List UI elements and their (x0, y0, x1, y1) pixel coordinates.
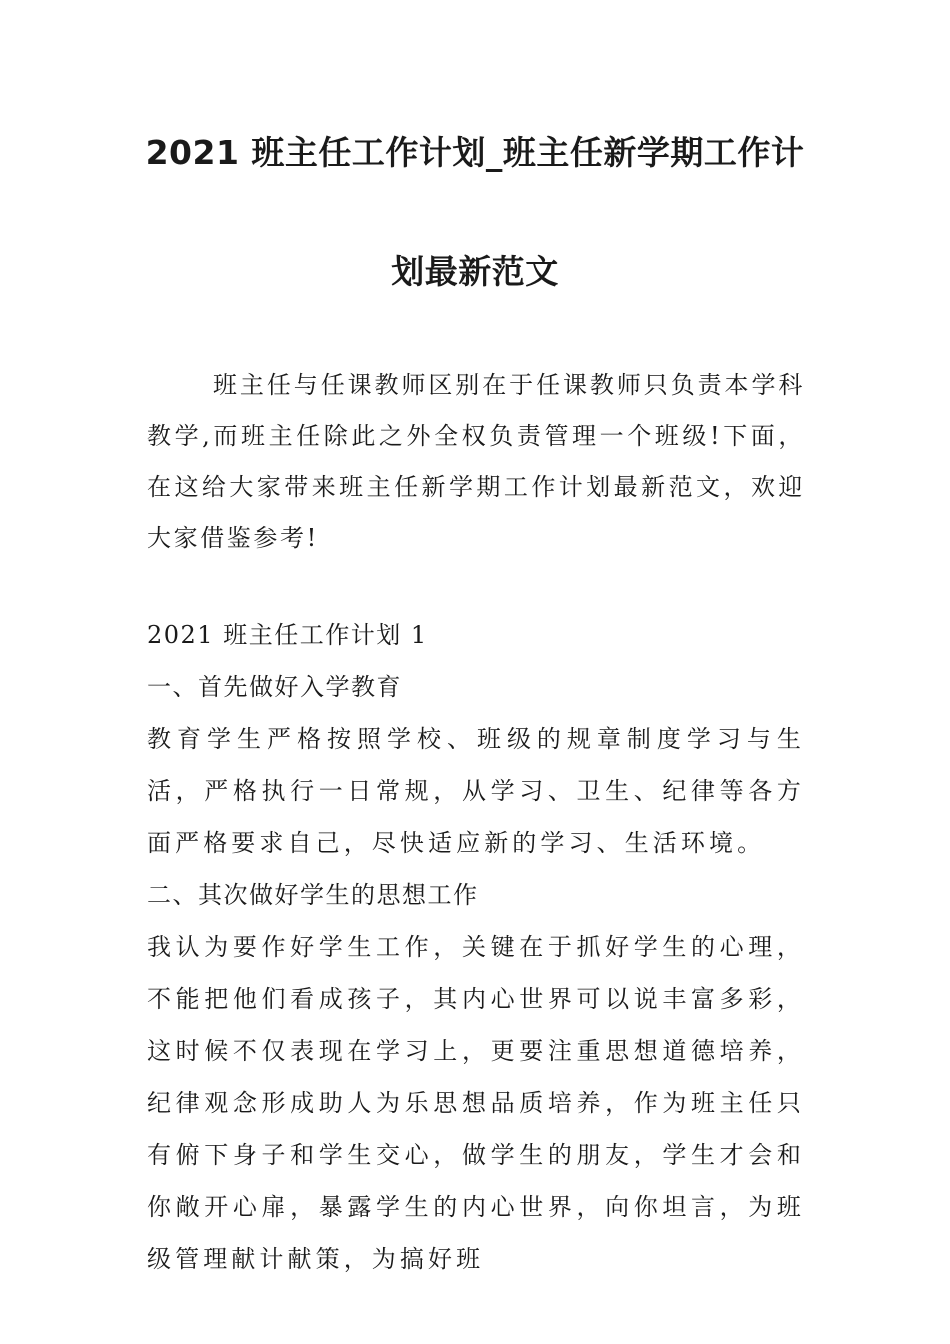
document-title-line1: 2021 班主任工作计划_班主任新学期工作计 (145, 133, 805, 172)
section2-heading: 二、其次做好学生的思想工作 (147, 881, 479, 909)
intro-paragraph: 班主任与任课教师区别在于任课教师只负责本学科教学,而班主任除此之外全权负责管理一个班级!下面，在这给大家带来班主任新学期工作计划最新范文，欢迎大家借鉴参考! (147, 371, 805, 552)
plan-heading: 2021 班主任工作计划 1 (147, 621, 428, 649)
document-title-line2: 划最新范文 (391, 252, 559, 291)
section1-paragraph: 教育学生严格按照学校、班级的规章制度学习与生活，严格执行一日常规，从学习、卫生、纪律等各方面严格要求自己，尽快适应新的学习、生活环境。 (147, 725, 805, 857)
plan-content (147, 609, 805, 1285)
section1-heading: 一、首先做好入学教育 (147, 673, 402, 701)
section2-paragraph: 我认为要作好学生工作，关键在于抓好学生的心理，不能把他们看成孩子，其内心世界可以说丰富多彩，这时候不仅表现在学习上，更要注重思想道德培养，纪律观念形成助人为乐思想品质培养，作为班主任只有俯下身子和学生交心，做学生的朋友，学生才会和你敞开心扉，暴露学生的内心世界，向你坦言，为班级管理献计献策，为搞好班 (147, 933, 805, 1273)
